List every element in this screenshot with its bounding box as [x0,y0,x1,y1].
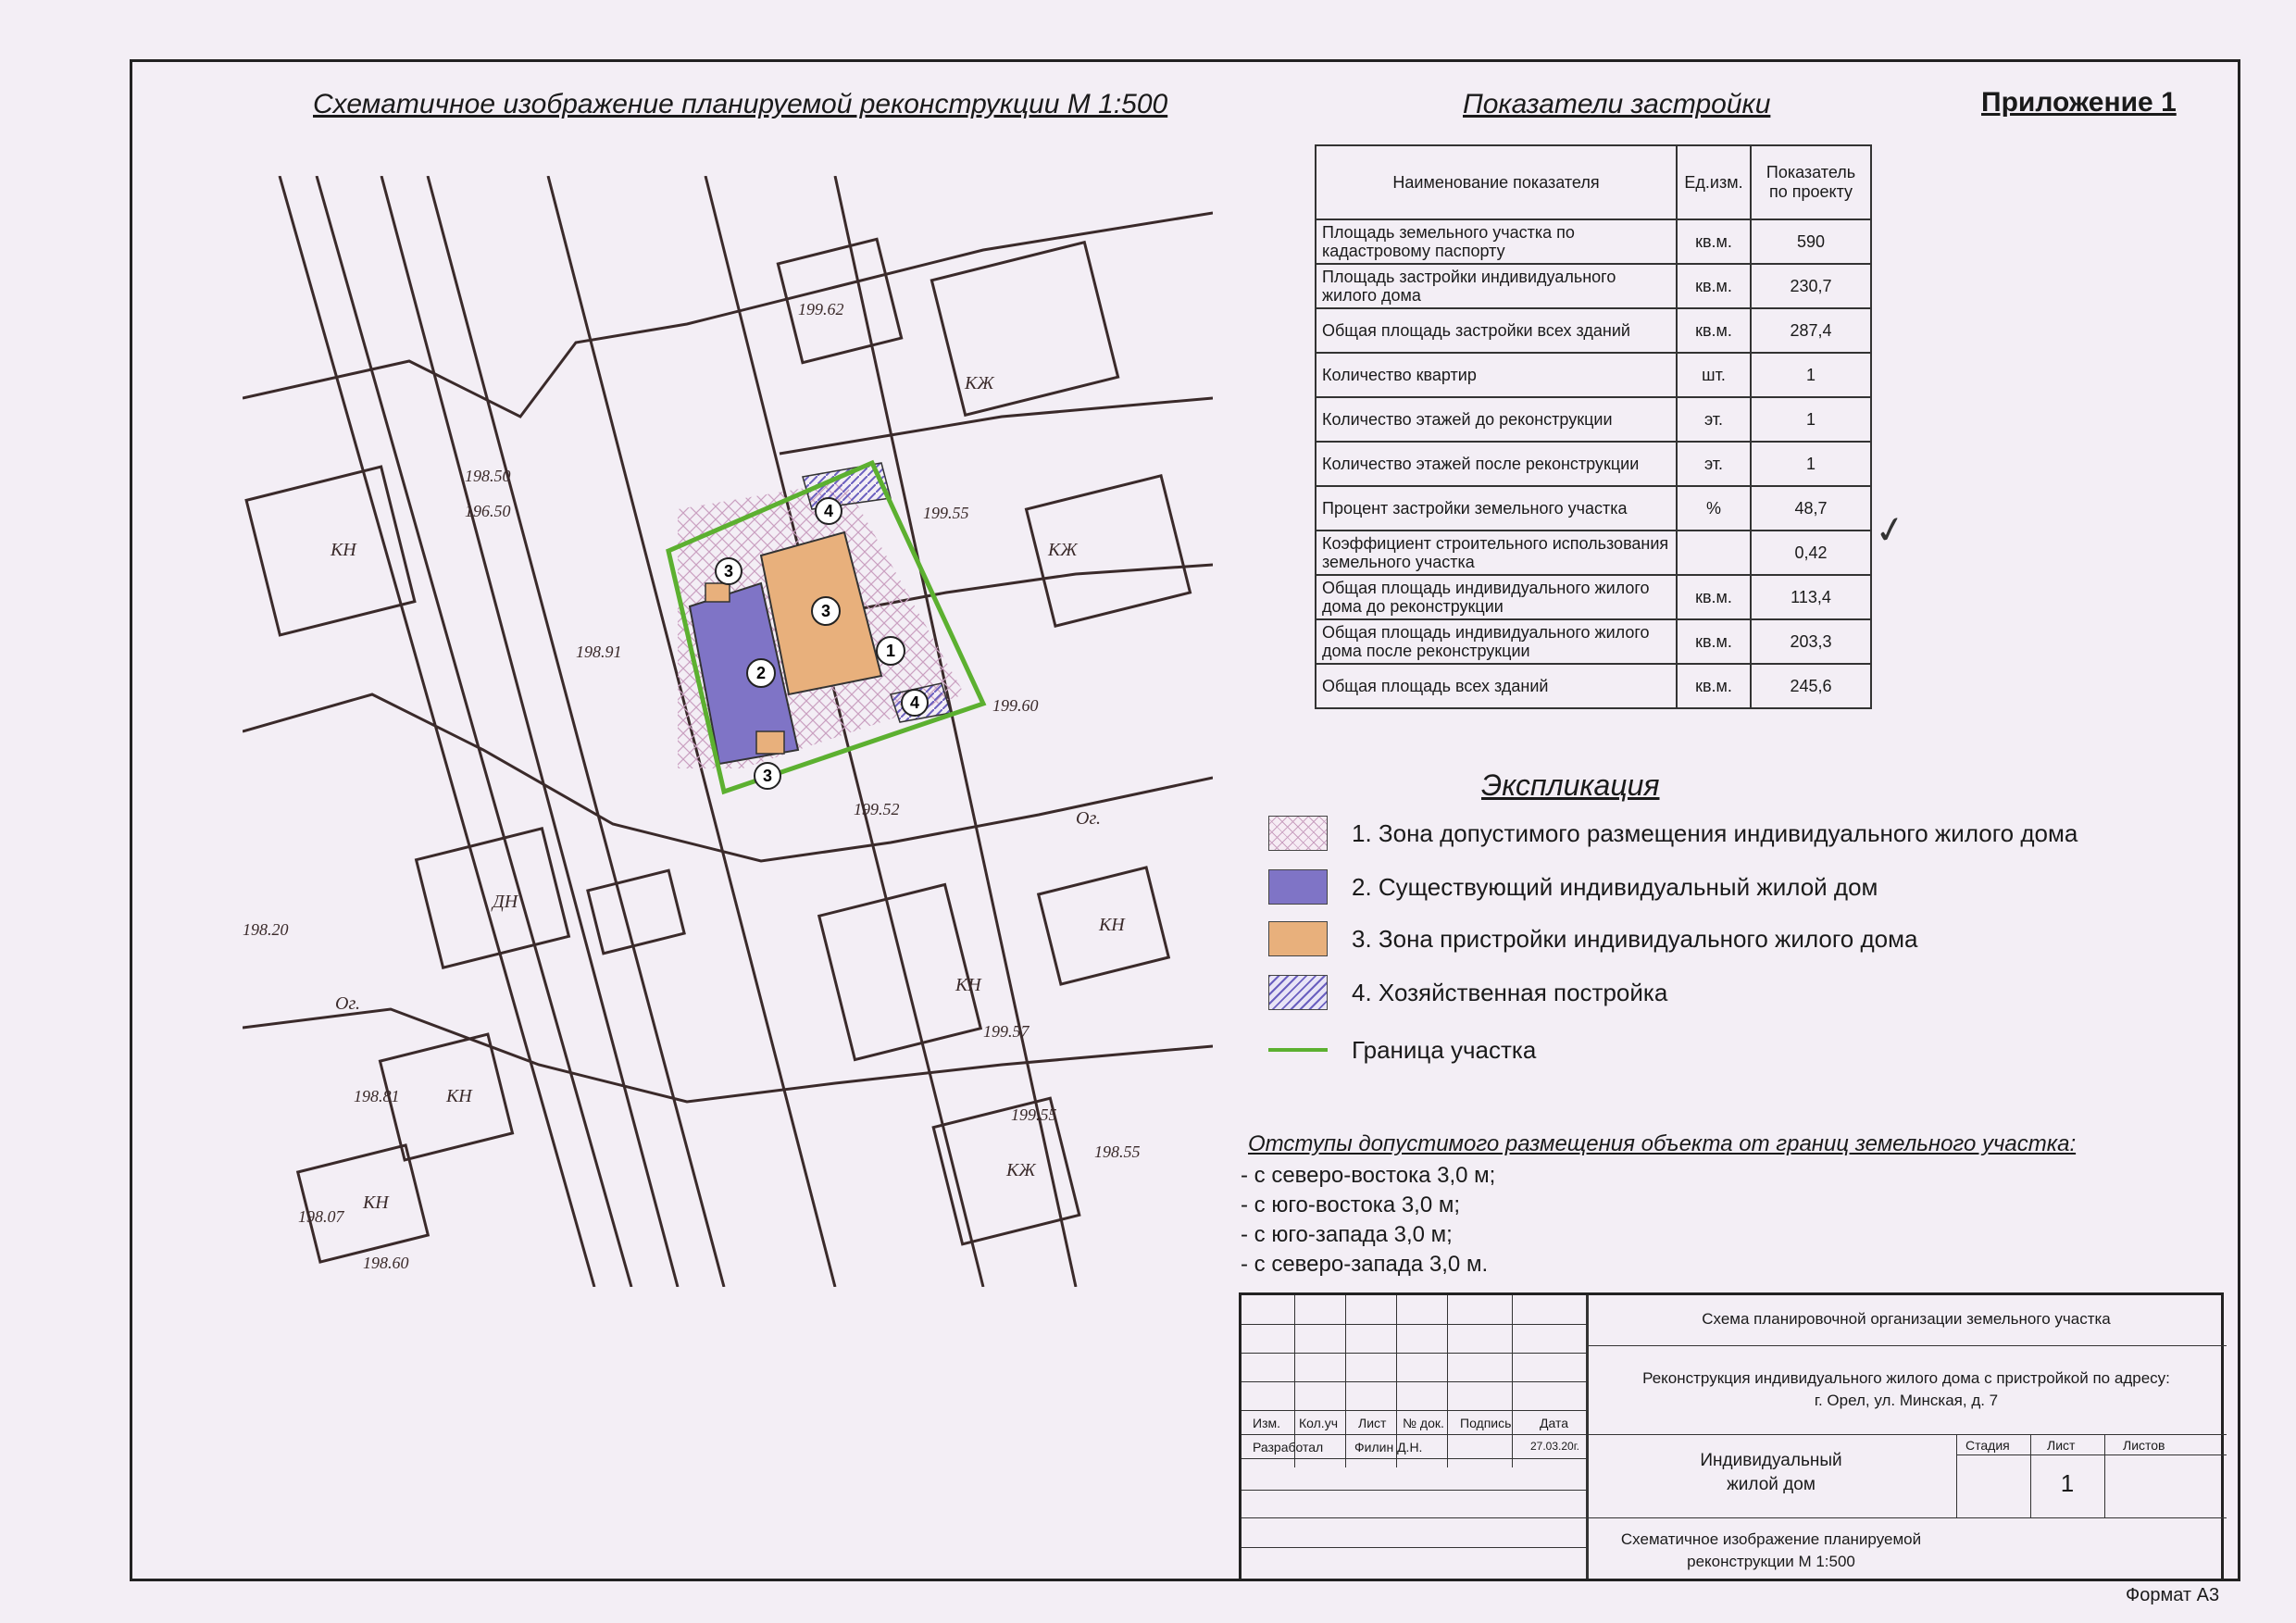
row-value: 245,6 [1751,664,1871,708]
row-unit [1677,531,1751,575]
legend-label: 2. Существующий индивидуальный жилой дом [1352,872,1878,901]
row-unit: шт. [1677,353,1751,397]
svg-text:199.55: 199.55 [923,504,969,522]
table-row [1316,575,1871,619]
svg-text:КЖ: КЖ [965,373,994,393]
svg-text:199.62: 199.62 [798,300,844,318]
stamp-drawing-line-1: Схематичное изображение планируемой [1620,1530,1922,1548]
stamp-project-line-2: г. Орел, ул. Минская, д. 7 [1814,1392,1999,1409]
stamp-object-line-2: жилой дом [1727,1475,1816,1494]
svg-text:198.50: 198.50 [465,467,511,485]
row-unit: кв.м. [1677,308,1751,353]
existing-house-swatch-icon [1268,869,1328,905]
stamp-developer-name: Филин Д.Н. [1354,1440,1423,1454]
stamp-date: 27.03.20г. [1530,1440,1579,1453]
table-row [1316,264,1871,308]
svg-text:199.52: 199.52 [854,800,900,818]
extension-swatch-icon [1268,921,1328,956]
check-mark-icon: ✓ [1871,507,1910,554]
stamp-col-label: Изм. [1253,1416,1280,1430]
row-name: Площадь застройки индивидуального жилого дома [1316,264,1677,308]
svg-text:198.91: 198.91 [576,643,622,661]
table-row [1316,442,1871,486]
row-value: 230,7 [1751,264,1871,308]
row-name: Коэффициент строительного использования земельного участка [1316,531,1677,575]
site-plan-map [243,176,1213,1287]
table-row [1316,353,1871,397]
plan-title: Схематичное изображение планируемой реконструкции М 1:500 [313,89,1168,119]
svg-text:КН: КН [331,540,356,560]
stamp-sheet-value: 1 [2060,1469,2075,1497]
header-unit: Ед.изм. [1677,145,1751,219]
svg-text:199.55: 199.55 [1011,1105,1057,1124]
legend-item-existing-house [1268,867,2194,907]
stamp-developer-label: Разработал [1253,1440,1324,1454]
stamp-project-line-1: Реконструкция индивидуального жилого дома с пристройкой по адресу: [1642,1369,2170,1387]
row-value: 287,4 [1751,308,1871,353]
stamp-col-label: № док. [1403,1416,1444,1430]
row-name: Процент застройки земельного участка [1316,486,1677,531]
legend-label: 3. Зона пристройки индивидуального жилого дома [1352,924,1918,953]
stamp-object-line-1: Индивидуальный [1700,1451,1842,1470]
row-value: 48,7 [1751,486,1871,531]
table-row [1316,664,1871,708]
stamp-col-label: Кол.уч [1299,1416,1338,1430]
row-value: 0,42 [1751,531,1871,575]
svg-text:ДН: ДН [493,892,518,912]
stamp-scheme-title: Схема планировочной организации земельного участка [1702,1310,2111,1328]
stamp-drawing-line-2: реконструкции М 1:500 [1687,1553,1855,1570]
row-unit: % [1677,486,1751,531]
table-row [1316,219,1871,264]
svg-text:КН: КН [1099,915,1125,935]
indent-line: - с юго-запада 3,0 м; [1241,1222,1453,1247]
row-name: Общая площадь индивидуального жилого дома до реконструкции [1316,575,1677,619]
row-value: 113,4 [1751,575,1871,619]
boundary-line-icon [1268,1048,1328,1052]
zone-swatch-icon [1268,816,1328,851]
stamp-col-label: Подпись [1460,1416,1512,1430]
svg-text:Ог.: Ог. [1076,808,1101,829]
appendix-label: Приложение 1 [1981,87,2177,118]
table-row [1316,531,1871,575]
outbuilding-swatch-icon [1268,975,1328,1010]
legend-item-extension [1268,918,2194,959]
table-row [1316,397,1871,442]
svg-text:3: 3 [820,602,831,620]
row-name: Общая площадь застройки всех зданий [1316,308,1677,353]
indents-title: Отступы допустимого размещения объекта от границ земельного участка: [1248,1131,2077,1156]
stamp-col-label: Дата [1540,1416,1569,1430]
svg-text:199.57: 199.57 [983,1022,1029,1041]
row-unit: кв.м. [1677,219,1751,264]
stamp-col-label: Лист [1358,1416,1387,1430]
svg-text:198.55: 198.55 [1094,1142,1141,1161]
legend-label: 4. Хозяйственная постройка [1352,978,1668,1006]
indent-line: - с северо-востока 3,0 м; [1241,1163,1496,1188]
row-value: 1 [1751,353,1871,397]
svg-text:3: 3 [762,767,773,785]
svg-text:КН: КН [955,975,981,995]
svg-text:198.60: 198.60 [363,1254,409,1272]
stamp-sheet-label: Лист [2047,1438,2076,1453]
row-value: 1 [1751,397,1871,442]
svg-text:196.50: 196.50 [465,502,511,520]
stamp-stage-label: Стадия [1965,1438,2010,1453]
title-block [1239,1292,2224,1581]
indicators-table [1315,144,1872,709]
svg-text:199.60: 199.60 [992,696,1039,715]
svg-text:3: 3 [723,562,734,581]
indicators-title: Показатели застройки [1463,89,1771,119]
svg-text:198.81: 198.81 [354,1087,400,1105]
table-row [1316,486,1871,531]
row-unit: эт. [1677,442,1751,486]
legend-item-outbuilding [1268,972,2194,1013]
table-header-row [1316,145,1871,219]
explication-title: Экспликация [1481,768,1660,802]
indent-line: - с юго-востока 3,0 м; [1241,1192,1461,1217]
svg-text:198.07: 198.07 [298,1207,344,1226]
svg-text:КЖ: КЖ [1048,540,1078,560]
svg-text:2: 2 [755,664,767,682]
header-value: Показатель по проекту [1751,145,1871,219]
svg-text:198.20: 198.20 [243,920,289,939]
legend-item-zone [1268,813,2194,854]
svg-text:КН: КН [446,1086,472,1106]
legend-item-boundary [1268,1030,2194,1070]
svg-text:4: 4 [823,502,834,520]
table-row [1316,308,1871,353]
svg-text:КН: КН [363,1192,389,1213]
row-unit: эт. [1677,397,1751,442]
row-value: 1 [1751,442,1871,486]
legend-label: 1. Зона допустимого размещения индивидуального жилого дома [1352,818,2078,847]
row-unit: кв.м. [1677,619,1751,664]
table-row [1316,619,1871,664]
row-name: Общая площадь всех зданий [1316,664,1677,708]
format-label: Формат А3 [2126,1585,2220,1605]
row-unit: кв.м. [1677,264,1751,308]
row-name: Количество этажей после реконструкции [1316,442,1677,486]
row-value: 203,3 [1751,619,1871,664]
row-value: 590 [1751,219,1871,264]
header-name: Наименование показателя [1316,145,1677,219]
row-name: Количество этажей до реконструкции [1316,397,1677,442]
row-unit: кв.м. [1677,664,1751,708]
svg-text:КЖ: КЖ [1006,1160,1036,1180]
row-unit: кв.м. [1677,575,1751,619]
svg-text:Ог.: Ог. [335,993,360,1014]
legend-label: Граница участка [1352,1035,1537,1064]
row-name: Количество квартир [1316,353,1677,397]
svg-text:4: 4 [909,693,920,712]
svg-text:1: 1 [885,642,896,660]
row-name: Площадь земельного участка по кадастровому паспорту [1316,219,1677,264]
row-name: Общая площадь индивидуального жилого дома после реконструкции [1316,619,1677,664]
indent-line: - с северо-запада 3,0 м. [1241,1252,1489,1277]
stamp-sheets-label: Листов [2123,1438,2165,1453]
